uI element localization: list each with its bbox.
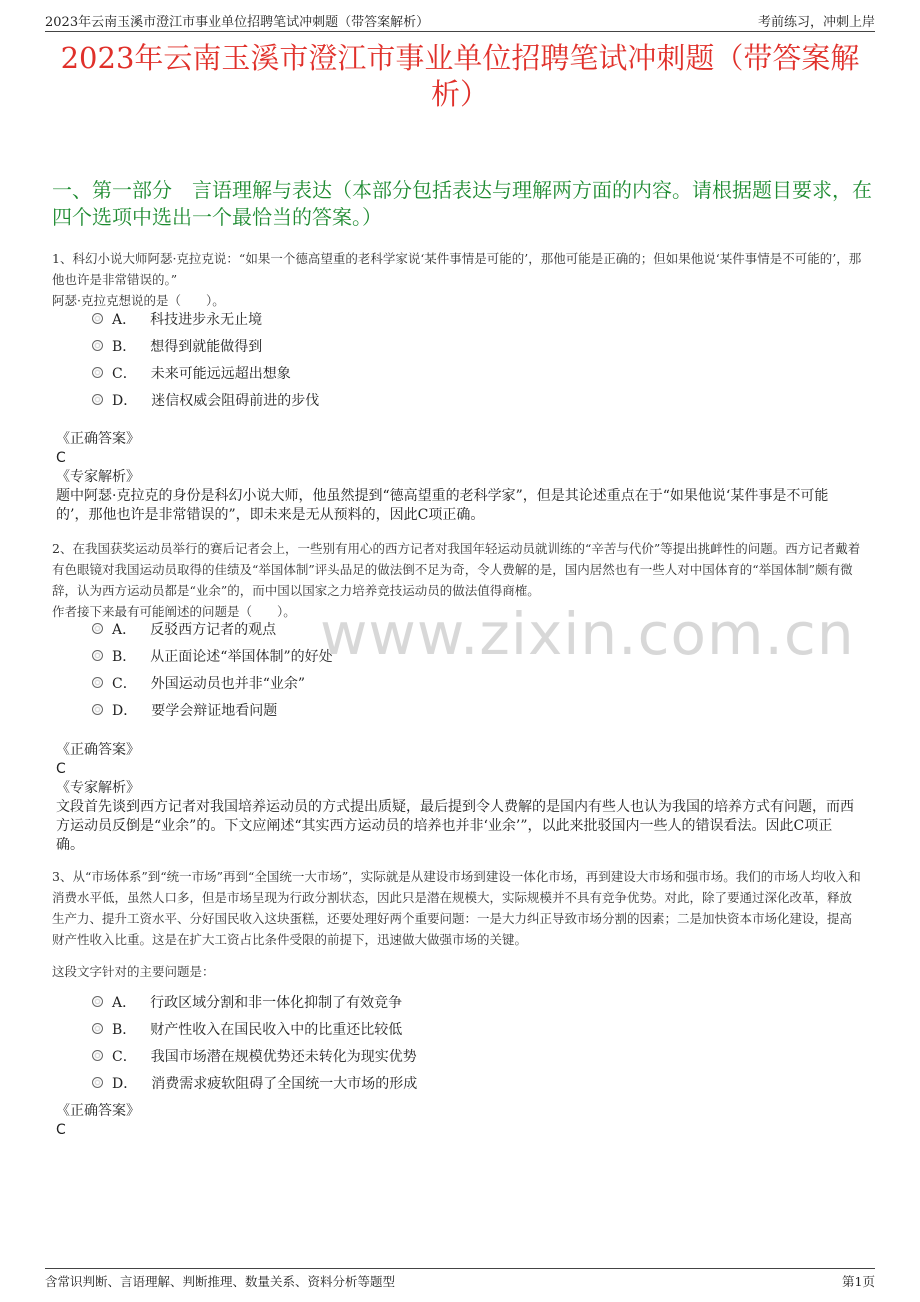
question-1-prompt: 阿瑟·克拉克想说的是（ ）。 (52, 293, 225, 308)
answer-label: 《正确答案》 (56, 742, 140, 758)
radio-icon[interactable] (92, 677, 103, 688)
answer-value: C (56, 450, 66, 466)
option-3c[interactable]: C． 我国市场潜在规模优势还未转化为现实优势 (92, 1042, 417, 1069)
radio-icon[interactable] (92, 1077, 103, 1088)
option-2b[interactable]: B． 从正面论述“举国体制”的好处 (92, 642, 333, 669)
page-title: 2023年云南玉溪市澄江市事业单位招聘笔试冲刺题（带答案解析） (60, 41, 860, 111)
radio-icon[interactable] (92, 1023, 103, 1034)
section-heading: 一、第一部分 言语理解与表达（本部分包括表达与理解两方面的内容。请根据题目要求，在四个选项中选出一个最恰当的答案。） (52, 178, 872, 229)
question-2-prompt: 作者接下来最有可能阐述的问题是（ ）。 (52, 604, 296, 619)
question-1-stem (52, 248, 862, 311)
question-1-answer-block (56, 430, 856, 525)
option-3a[interactable]: A． 行政区域分割和非一体化抑制了有效竞争 (92, 988, 417, 1015)
radio-icon[interactable] (92, 650, 103, 661)
option-1c[interactable]: C． 未来可能远远超出想象 (92, 359, 319, 386)
option-3b[interactable]: B． 财产性收入在国民收入中的比重还比较低 (92, 1015, 417, 1042)
option-2d[interactable]: D． 要学会辩证地看问题 (92, 696, 333, 723)
radio-icon[interactable] (92, 996, 103, 1007)
answer-value: C (56, 761, 66, 777)
question-3-text: 3、从“市场体系”到“统一市场”再到“全国统一大市场”，实际就是从建设市场到建设一体化市场，再到建设大市场和强市场。我们的市场人均收入和消费水平低，虽然人口多，但是市场呈现为行政分割状态，因此只是潜在规模大，实际规模并不具有竞争优势。对此，除了要通过深化改革，释放生产力、提升工资水平、分好国民收入这块蛋糕，还要处理好两个重要问题：一是大力纠正导致市场分割的因素；二是加快资本市场化建设，提高财产性收入比重。这是在扩大工资占比条件受限的前提下，迅速做大做强市场的关键。 (52, 869, 861, 947)
header-slogan: 考前练习，冲刺上岸 (757, 15, 875, 30)
analysis-text: 题中阿瑟·克拉克的身份是科幻小说大师，他虽然提到“德高望重的老科学家”，但是其论述重点在于“如果他说‘某件事是不可能的’，那他也许是非常错误的”，即未来是无从预料的，因此C项正确。 (56, 488, 829, 523)
question-3-answer-block (56, 1102, 856, 1140)
radio-icon[interactable] (92, 313, 103, 324)
header-doc-title: 2023年云南玉溪市澄江市事业单位招聘笔试冲刺题（带答案解析） (45, 15, 430, 30)
option-2c[interactable]: C． 外国运动员也并非“业余” (92, 669, 333, 696)
analysis-label: 《专家解析》 (56, 469, 140, 485)
radio-icon[interactable] (92, 367, 103, 378)
header-divider (45, 31, 875, 32)
option-2a[interactable]: A． 反驳西方记者的观点 (92, 615, 333, 642)
radio-icon[interactable] (92, 623, 103, 634)
option-1a[interactable]: A． 科技进步永无止境 (92, 305, 319, 332)
question-1-text: 1、科幻小说大师阿瑟·克拉克说：“如果一个德高望重的老科学家说‘某件事情是可能的’，那他可能是正确的；但如果他说‘某件事情是不可能的’，那他也许是非常错误的。” (52, 251, 862, 287)
watermark: www.zixin.com.cn (320, 600, 855, 668)
question-2-answer-block (56, 741, 856, 855)
option-1d[interactable]: D． 迷信权威会阻碍前进的步伐 (92, 386, 319, 413)
answer-label: 《正确答案》 (56, 431, 140, 447)
page-number: 第1页 (842, 1274, 875, 1289)
answer-label: 《正确答案》 (56, 1103, 140, 1119)
question-2-text: 2、在我国获奖运动员举行的赛后记者会上，一些别有用心的西方记者对我国年轻运动员就训练的“辛苦与代价”等提出挑衅性的问题。西方记者戴着有色眼镜对我国运动员取得的佳绩及“举国体制”评头品足的做法倒不足为奇，令人费解的是，国内居然也有一些人对中国体育的“举国体制”颇有微辞，认为西方运动员都是“业余”的，而中国以国家之力培养竞技运动员的做法值得商榷。 (52, 541, 861, 598)
answer-value: C (56, 1122, 66, 1138)
radio-icon[interactable] (92, 1050, 103, 1061)
analysis-text: 文段首先谈到西方记者对我国培养运动员的方式提出质疑，最后提到令人费解的是国内有些人也认为我国的培养方式有问题，而西方运动员反倒是“业余”的。下文应阐述“其实西方运动员的培养也并非‘业余’”，以此来批驳国内一些人的错误看法。因此C项正确。 (56, 799, 854, 853)
footer-description: 含常识判断、言语理解、判断推理、数量关系、资料分析等题型 (45, 1274, 396, 1289)
question-2-stem (52, 538, 862, 622)
analysis-label: 《专家解析》 (56, 780, 140, 796)
option-1b[interactable]: B． 想得到就能做得到 (92, 332, 319, 359)
radio-icon[interactable] (92, 704, 103, 715)
question-3-options (92, 988, 417, 1096)
question-3-prompt: 这段文字针对的主要问题是： (52, 964, 215, 979)
option-3d[interactable]: D． 消费需求疲软阻碍了全国统一大市场的形成 (92, 1069, 417, 1096)
radio-icon[interactable] (92, 340, 103, 351)
footer-divider (45, 1268, 875, 1269)
question-3-stem (52, 866, 862, 982)
question-1-options (92, 305, 319, 413)
question-2-options (92, 615, 333, 723)
radio-icon[interactable] (92, 394, 103, 405)
